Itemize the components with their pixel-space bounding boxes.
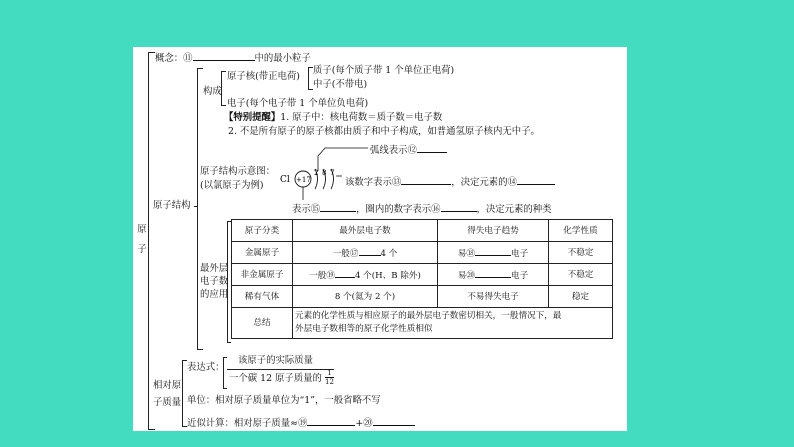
- property-cell: 不稳定: [549, 264, 613, 286]
- table-row: [232, 286, 613, 308]
- trend-cell: 不易得失电子: [438, 286, 549, 308]
- relative-mass-label: 相对原 子质量: [153, 380, 182, 408]
- blank-15: [320, 202, 356, 212]
- count-cell: 一般⑰ 4 个: [293, 242, 438, 264]
- summary-cell: 元素的化学性质与相应原子的最外层电子数密切相关，一般情况下，最 外层电子数相等的原子化学性质相似: [293, 308, 613, 339]
- header-cell: 得失电子趋势: [438, 220, 549, 242]
- blank-13: [401, 175, 451, 185]
- arc-pointer: [318, 148, 368, 171]
- reminder-1: 【特别提醒】1. 原子中：核电荷数＝质子数＝电子数: [224, 112, 443, 123]
- diagram-title-2: (以氯原子为例): [200, 180, 264, 191]
- blank-18: [475, 246, 511, 256]
- proton-text: 质子(每个质子带 1 个单位正电荷): [313, 65, 455, 76]
- fraction-bar: [227, 369, 334, 370]
- expr-label: 表达式：: [187, 362, 225, 373]
- trend-cell: 易⑳ 电子: [438, 264, 549, 286]
- blank-14: [517, 175, 555, 185]
- table-header-row: [232, 220, 613, 242]
- blank-12: [417, 143, 447, 153]
- structure-connector: [194, 206, 198, 207]
- count-cell: 8 个(氦为 2 个): [293, 286, 438, 308]
- outer-electron-label: 最外层 电子数 的应用: [200, 263, 229, 300]
- structure-brace: [197, 68, 203, 350]
- arc-label: 弧线表示⑫: [370, 143, 447, 156]
- blank-11: [193, 51, 255, 61]
- worksheet-page: [133, 47, 627, 431]
- expr-brace: [223, 357, 227, 389]
- table-row: [232, 264, 613, 286]
- type-cell: 稀有气体: [232, 286, 293, 308]
- concept-line: 概念：⑪ 中的最小粒子: [155, 53, 311, 64]
- property-cell: 稳定: [549, 286, 613, 308]
- blank-17: [359, 246, 381, 256]
- outer-electron-table: [231, 219, 613, 339]
- denominator: 一个碳 12 原子质量的: [229, 373, 322, 384]
- blank-16: [441, 202, 477, 212]
- header-cell: 最外层电子数: [293, 220, 438, 242]
- table-row: [232, 242, 613, 264]
- type-cell: 非金属原子: [232, 264, 293, 286]
- circle-label: 表示⑮ ，圈内的数字表示⑯ ，决定元素的种类: [292, 204, 552, 215]
- type-cell: 金属原子: [232, 242, 293, 264]
- nucleus-text: 原子核(带正电荷): [227, 71, 300, 82]
- root-label: 原 子: [137, 224, 147, 255]
- electron-text: 电子(每个电子带 1 个单位负电荷): [227, 98, 369, 109]
- neutron-text: 中子(不带电): [313, 79, 368, 90]
- nucleus-charge: +17: [296, 176, 311, 184]
- blank-20: [475, 268, 511, 278]
- numerator: 该原子的实际质量: [238, 355, 314, 366]
- shell-count-1: 2: [314, 169, 319, 177]
- blank-19: [335, 268, 355, 278]
- digit-label: 该数字表示⑬ ，决定元素的⑭: [345, 175, 555, 188]
- fraction-one-twelfth: $\frac{1}{12}$: [325, 369, 334, 386]
- header-cell: 化学性质: [549, 220, 613, 242]
- shell-count-3: 7: [330, 169, 335, 177]
- property-cell: 不稳定: [549, 242, 613, 264]
- composition-brace: [221, 71, 226, 106]
- structure-label: 原子结构: [153, 200, 191, 211]
- blank-mass-1: [307, 416, 355, 426]
- atom-symbol: Cl: [280, 175, 290, 185]
- count-cell: 一般⑲ 4 个(H、B 除外): [293, 264, 438, 286]
- shell-count-2: 8: [322, 169, 327, 177]
- approx-line: 近似计算：相对原子质量≈⑲ +⑳: [187, 416, 415, 429]
- blank-mass-2: [373, 416, 415, 426]
- table-summary-row: [232, 308, 613, 339]
- header-cell: 原子分类: [232, 220, 293, 242]
- root-brace: [148, 52, 155, 430]
- diagram-title-1: 原子结构示意图：: [200, 166, 276, 177]
- composition-label: 构成: [203, 86, 222, 97]
- reminder-2: 2. 不是所有原子的原子核都由质子和中子构成，如普通氢原子核内无中子。: [228, 126, 540, 137]
- unit-line: 单位：相对原子质量单位为“1”，一般省略不写: [187, 395, 381, 406]
- summary-label: 总结: [232, 308, 293, 339]
- trend-cell: 易⑱ 电子: [438, 242, 549, 264]
